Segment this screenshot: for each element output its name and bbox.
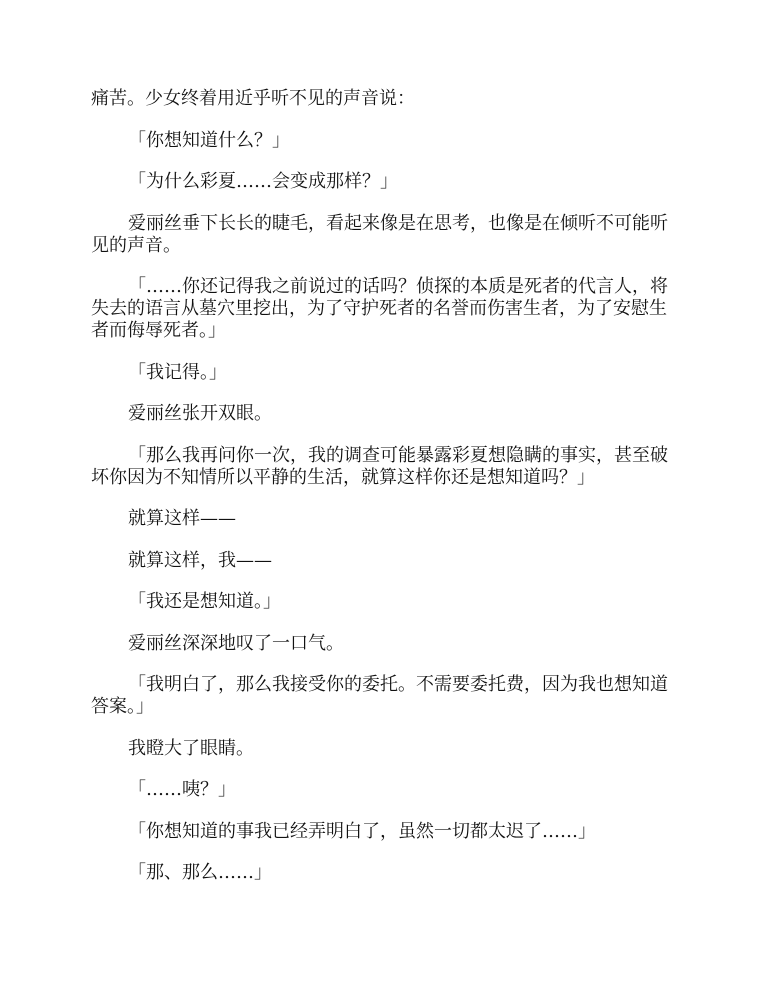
paragraph: 「那、那么……」 [128, 862, 272, 883]
paragraph: 就算这样，我—— [128, 549, 272, 571]
paragraph: 「我还是想知道。」 [128, 591, 281, 612]
paragraph: 爱丽丝张开双眼。 [128, 403, 272, 424]
paragraph: 「……咦？」 [128, 779, 236, 800]
paragraph: 「你想知道的事我已经弄明白了，虽然一切都太迟了……」 [128, 820, 596, 842]
body-text [91, 88, 681, 904]
paragraph: 爱丽丝垂下长长的睫毛，看起来像是在思考，也像是在倾听不可能听见的声音。 [91, 212, 668, 256]
paragraph: 「我明白了，那么我接受你的委托。不需要委托费，因为我也想知道答案。」 [91, 674, 668, 717]
paragraph: 「……你还记得我之前说过的话吗？侦探的本质是死者的代言人，将失去的语言从墓穴里挖出，为了守护死者的名誉而伤害生者，为了安慰生者而侮辱死者。」 [91, 276, 668, 341]
paragraph: 我瞪大了眼睛。 [128, 737, 254, 759]
paragraph: 「你想知道什么？」 [128, 129, 290, 151]
paragraph: 「为什么彩夏……会变成那样？」 [128, 171, 398, 192]
paragraph: 就算这样—— [128, 508, 236, 529]
paragraph: 「那么我再问你一次，我的调查可能暴露彩夏想隐瞒的事实，甚至破坏你因为不知情所以平静的生活，就算这样你还是想知道吗？」 [91, 444, 668, 488]
paragraph: 爱丽丝深深地叹了一口气。 [128, 632, 344, 654]
paragraph: 「我记得。」 [128, 361, 227, 383]
paragraph-continuation: 痛苦。少女终着用近乎听不见的声音说： [91, 88, 415, 109]
